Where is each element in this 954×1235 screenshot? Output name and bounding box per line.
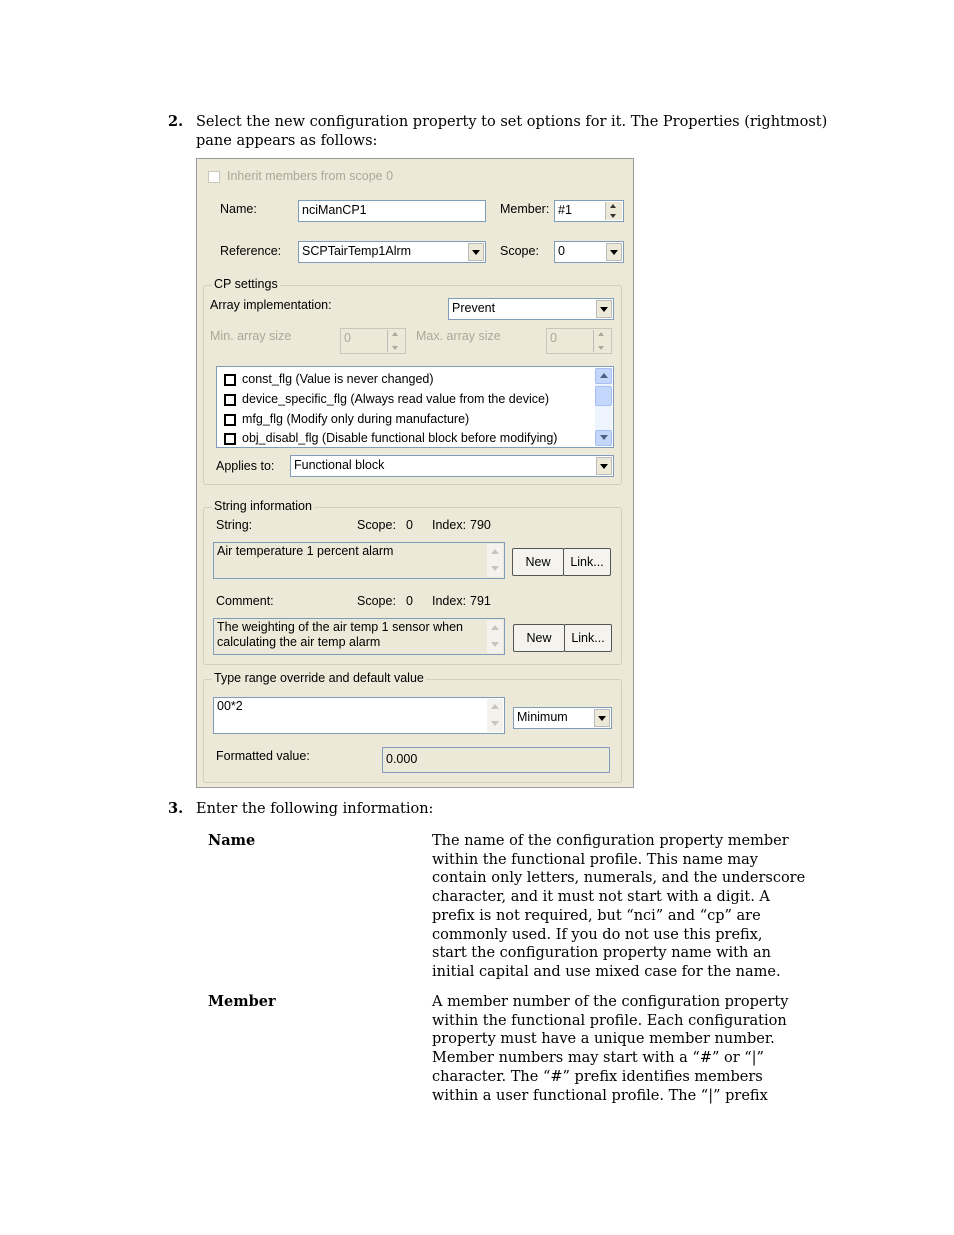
flags-list[interactable] <box>216 366 614 448</box>
string-text: Air temperature 1 percent alarm <box>217 544 394 558</box>
comment-text-line: The weighting of the air temp 1 sensor when <box>217 620 463 634</box>
scroll-thumb[interactable] <box>595 386 612 406</box>
definition-line: prefix is not required, but “nci” and “cp” are <box>432 907 761 924</box>
definition-line: commonly used. If you do not use this prefix, <box>432 926 763 943</box>
definition-line: contain only letters, numerals, and the underscore <box>432 870 806 887</box>
range-select-value: Minimum <box>517 710 568 724</box>
max-array-stepper[interactable] <box>546 328 612 354</box>
member-label: Member: <box>500 202 550 216</box>
member-stepper[interactable] <box>554 200 624 222</box>
array-impl-label: Array implementation: <box>210 298 332 312</box>
comment-index-label: Index: <box>432 594 467 608</box>
string-label: String: <box>216 518 253 532</box>
array-impl-value: Prevent <box>452 301 496 315</box>
scroll-up-icon[interactable] <box>487 620 503 636</box>
string-index-value: 790 <box>470 518 491 532</box>
scope-select[interactable] <box>554 241 624 263</box>
properties-pane <box>196 158 634 788</box>
scroll-down-icon[interactable] <box>595 430 612 446</box>
scroll-down-icon[interactable] <box>487 637 503 653</box>
flag-checkbox[interactable] <box>224 394 236 406</box>
flag-label: obj_disabl_flg (Disable functional block before modifying) <box>242 431 558 445</box>
comment-text-line: calculating the air temp alarm <box>217 635 381 649</box>
comment-scrollbar[interactable] <box>487 620 503 653</box>
member-value: #1 <box>558 203 572 217</box>
min-array-value: 0 <box>344 331 351 345</box>
spin-arrows-icon[interactable] <box>593 330 610 352</box>
flag-label: const_flg (Value is never changed) <box>242 372 434 386</box>
step-number: 3. <box>168 800 184 817</box>
flag-checkbox[interactable] <box>224 374 236 386</box>
definition-text <box>432 993 788 1105</box>
comment-link-button[interactable]: Link... <box>564 624 612 652</box>
spin-arrows-icon[interactable] <box>605 202 622 220</box>
step-text: Enter the following information: <box>196 801 434 817</box>
comment-scope-value: 0 <box>406 594 413 608</box>
flag-label: device_specific_flg (Always read value from the device) <box>242 392 550 406</box>
inherit-checkbox[interactable] <box>208 171 220 183</box>
applies-to-label: Applies to: <box>216 459 275 473</box>
formatted-value: 0.000 <box>386 752 418 766</box>
chevron-down-icon[interactable] <box>596 300 612 318</box>
name-value: nciManCP1 <box>302 203 367 217</box>
definition-line: start the configuration property name with an <box>432 945 771 962</box>
scroll-up-icon[interactable] <box>487 699 503 715</box>
min-array-stepper[interactable] <box>340 328 406 354</box>
min-array-label: Min. array size <box>210 329 292 343</box>
scroll-down-icon[interactable] <box>487 561 503 577</box>
cp-settings-legend: CP settings <box>214 277 278 291</box>
max-array-label: Max. array size <box>416 329 501 343</box>
scroll-up-icon[interactable] <box>487 544 503 560</box>
reference-select[interactable] <box>298 241 486 263</box>
applies-to-value: Functional block <box>294 458 385 472</box>
array-impl-select[interactable] <box>448 298 614 320</box>
string-index-label: Index: <box>432 518 467 532</box>
flag-label: mfg_flg (Modify only during manufacture) <box>242 412 470 426</box>
string-scope-value: 0 <box>406 518 413 532</box>
scope-value: 0 <box>558 244 565 258</box>
definition-term: Member <box>208 993 276 1010</box>
chevron-down-icon[interactable] <box>468 243 484 261</box>
definition-line: The name of the configuration property member <box>432 833 789 849</box>
type-range-value: 00*2 <box>217 699 243 713</box>
scope-label: Scope: <box>500 244 539 258</box>
comment-label: Comment: <box>216 594 274 608</box>
definition-term: Name <box>208 832 256 849</box>
applies-to-select[interactable] <box>290 455 614 477</box>
inherit-label: Inherit members from scope 0 <box>227 169 394 183</box>
comment-new-button[interactable]: New <box>513 624 565 652</box>
name-field[interactable] <box>298 200 486 222</box>
string-info-legend: String information <box>214 499 312 513</box>
comment-scope-label: Scope: <box>357 594 396 608</box>
definition-line: property must have a unique member number. <box>432 1031 775 1048</box>
range-select[interactable] <box>513 707 612 729</box>
definition-line: within a user functional profile. The “|” prefix <box>432 1087 768 1104</box>
flags-scrollbar[interactable] <box>595 368 612 446</box>
definition-line: character, and it must not start with a digit. A <box>432 889 770 906</box>
string-scope-label: Scope: <box>357 518 396 532</box>
chevron-down-icon[interactable] <box>606 243 622 261</box>
string-text-field[interactable] <box>213 542 505 579</box>
max-array-value: 0 <box>550 331 557 345</box>
reference-value: SCPTairTemp1Alrm <box>302 244 412 258</box>
definition-line: initial capital and use mixed case for the name. <box>432 963 781 980</box>
definition-line: Member numbers may start with a “#” or “|” <box>432 1050 764 1067</box>
comment-index-value: 791 <box>470 594 491 608</box>
name-label: Name: <box>220 202 257 216</box>
flag-checkbox[interactable] <box>224 414 236 426</box>
definition-line: character. The “#” prefix identifies members <box>432 1068 763 1085</box>
definition-line: within the functional profile. Each configuration <box>432 1012 787 1029</box>
scroll-down-icon[interactable] <box>487 716 503 732</box>
flag-checkbox[interactable] <box>224 433 236 445</box>
string-link-button[interactable]: Link... <box>563 548 611 576</box>
chevron-down-icon[interactable] <box>596 457 612 475</box>
chevron-down-icon[interactable] <box>594 709 610 727</box>
definition-text <box>432 832 805 982</box>
definition-line: within the functional profile. This name may <box>432 851 759 868</box>
string-scrollbar[interactable] <box>487 544 503 577</box>
formatted-value-field <box>382 747 610 773</box>
definition-line: A member number of the configuration property <box>432 994 789 1010</box>
spin-arrows-icon[interactable] <box>387 330 404 352</box>
step-text-line: pane appears as follows: <box>196 132 378 149</box>
step-text <box>196 113 827 150</box>
scroll-up-icon[interactable] <box>595 368 612 384</box>
type-range-field[interactable] <box>213 697 505 734</box>
step-number: 2. <box>168 113 184 130</box>
reference-label: Reference: <box>220 244 282 258</box>
step-text-line: Select the new configuration property to set options for it. The Properties (rightmost) <box>196 114 828 130</box>
type-range-scrollbar[interactable] <box>487 699 503 732</box>
formatted-label: Formatted value: <box>216 749 310 763</box>
string-new-button[interactable]: New <box>512 548 564 576</box>
comment-text-field[interactable] <box>213 618 505 655</box>
type-range-legend: Type range override and default value <box>214 671 424 685</box>
